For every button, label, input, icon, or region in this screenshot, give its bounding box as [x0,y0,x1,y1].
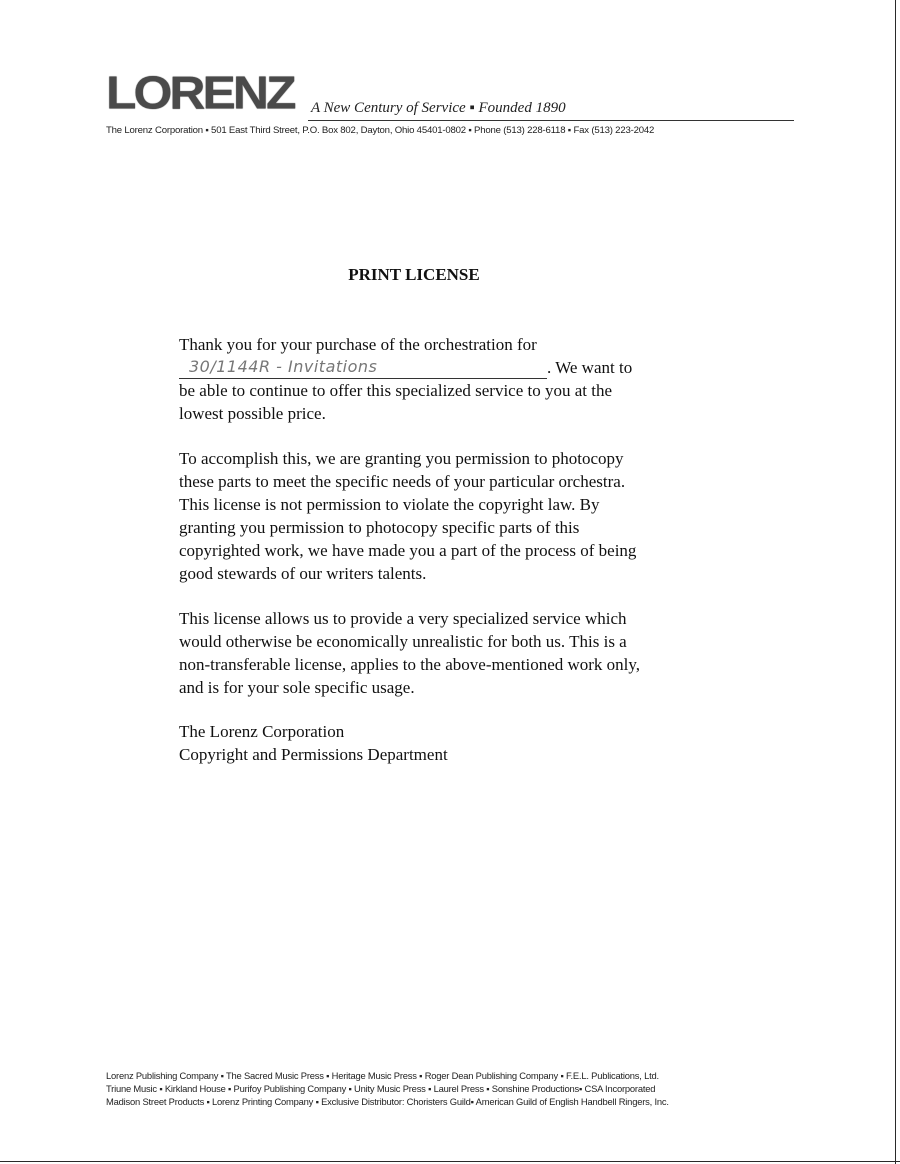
text-line: granting you permission to photocopy specific parts of this [179,518,580,537]
footer-line: Triune Music ▪ Kirkland House ▪ Purifoy Publishing Company ▪ Unity Music Press ▪ Laurel Press ▪ Sonshine Productions▪ CSA Incorporated [106,1083,656,1094]
text-line: non-transferable license, applies to the above-mentioned work only, [179,655,641,674]
text-line: copyrighted work, we have made you a part of the process of being [179,541,637,560]
document-title: PRINT LICENSE [348,265,480,284]
text-line: This license is not permission to violate the copyright law. By [179,495,600,514]
text-line: and is for your sole specific usage. [179,678,415,697]
text-line: these parts to meet the specific needs of your particular orchestra. [179,472,626,491]
lorenz-logo: LORENZ [106,67,294,119]
text-line: would otherwise be economically unrealistic for both us. This is a [179,632,627,651]
footer-line: Lorenz Publishing Company ▪ The Sacred Music Press ▪ Heritage Music Press ▪ Roger Dean Publishing Company ▪ F.E.L. Publications, Ltd. [106,1070,659,1081]
letterhead-tagline: A New Century of Service ▪ Founded 1890 [311,100,566,116]
page-bottom-edge [0,1161,900,1162]
text-line: lowest possible price. [179,404,326,423]
letterhead-address: The Lorenz Corporation ▪ 501 East Third Street, P.O. Box 802, Dayton, Ohio 45401-0802 ▪ Phone (513) 228-6118 ▪ Fax (513) 223-2042 [106,125,655,136]
footer-imprints [106,1069,669,1108]
signature-company: The Lorenz Corporation [179,722,345,741]
text-line: Thank you for your purchase of the orchestration for [179,335,537,354]
letterhead-rule [308,120,794,121]
text-line: To accomplish this, we are granting you permission to photocopy [179,449,624,468]
text-line: This license allows us to provide a very specialized service which [179,609,627,628]
text-line [179,356,632,379]
paragraph-license-terms [179,607,640,699]
handwritten-fill-line [179,358,547,379]
handwritten-title-entry: 30/1144R - Invitations [189,357,378,376]
signature-department: Copyright and Permissions Department [179,745,448,764]
page-right-edge [895,0,896,1164]
footer-line: Madison Street Products ▪ Lorenz Printing Company ▪ Exclusive Distributor: Choristers Guild▪ American Guild of English Handbell Ringers, Inc. [106,1096,669,1107]
text-line: be able to continue to offer this specialized service to you at the [179,381,613,400]
text-fragment: . We want to [547,358,633,377]
text-line: good stewards of our writers talents. [179,564,427,583]
paragraph-permission [179,447,636,585]
paragraph-thank-you [179,333,632,425]
signature-block [179,720,448,766]
